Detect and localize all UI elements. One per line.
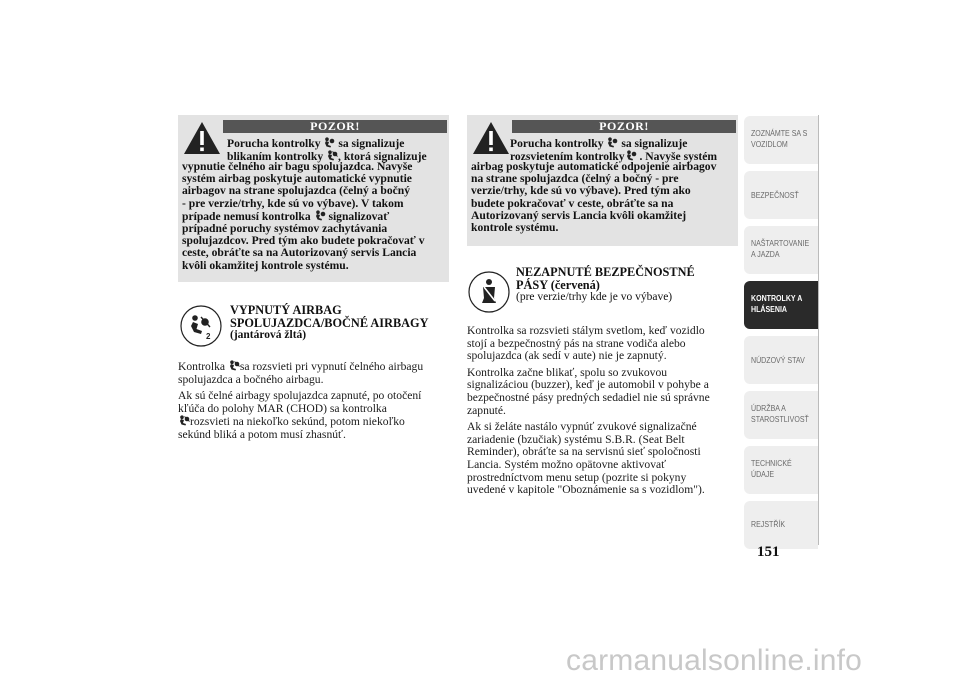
warning-line: verzie/trhy, kde sú vo výbave). Pred tým ako <box>471 184 691 198</box>
section-title-line: NEZAPNUTÉ BEZPEČNOSTNÉ <box>516 265 695 279</box>
warning-line: blikaním kontrolky <box>227 150 324 164</box>
tab-label <box>751 403 809 425</box>
warning-line: rozsvietením kontrolky <box>510 150 625 164</box>
tab-label-line: HLÁSENIA <box>751 304 788 314</box>
body-line: sekúnd bliká a potom musí zhasnúť. <box>178 427 346 441</box>
warning-line: signalizovať <box>328 209 390 223</box>
warning-line: - pre verzie/trhy, kde sú vo výbave). V takom <box>182 196 404 210</box>
body-line: Reminder), obráťte sa na servisnú sieť spoločnosti <box>467 445 701 459</box>
warning-line: prípade nemusí kontrolka <box>182 209 311 223</box>
seat-belt-icon <box>468 271 510 313</box>
tab-label <box>751 293 802 315</box>
warning-line: vypnutie čelného air bagu spolujazdca. Navyše <box>182 160 413 173</box>
warning-text-left-cont <box>182 161 447 272</box>
section-title-line: SPOLUJAZDCA/BOČNÉ AIRBAGY <box>230 315 429 330</box>
warning-line: spolujazdcov. Pred tým ako budete pokračovať v <box>182 234 425 248</box>
tab-label <box>751 355 805 366</box>
warning-box-left <box>178 115 449 282</box>
body-line: Kontrolka <box>178 360 226 373</box>
warning-line: budete pokračovať v ceste, obráťte sa na <box>471 196 674 210</box>
tab-label-line: BEZPEČNOSŤ <box>751 190 799 200</box>
section-title-subtitle: (jantárová žltá) <box>230 329 307 341</box>
warning-line: . Navyše systém <box>639 150 718 164</box>
passenger-airbag-off-icon <box>178 415 190 426</box>
passenger-airbag-off-icon <box>228 360 240 371</box>
body-line: zariadenie (bzučiak) systému S.B.R. (Seat Belt <box>467 432 685 446</box>
body-line: bezpečnostné pásy predných sedadiel nie sú správne <box>467 390 710 404</box>
warning-line: Autorizovaný servis Lancia kvôli okamžitej <box>471 208 687 222</box>
warning-line: Porucha kontrolky <box>510 137 604 150</box>
tab-label-line: KONTROLKY A <box>751 293 803 303</box>
body-line: sa rozsvieti pri vypnutí čelného airbagu <box>239 360 424 373</box>
warning-line: , ktorá signalizuje <box>338 150 427 164</box>
icon-label: 2 <box>206 332 211 341</box>
page-number: 151 <box>757 544 780 560</box>
body-line: Kontrolka začne blikať, spolu so zvukovou <box>467 365 668 379</box>
warning-line: na strane spolujazdca (čelný a bočný - pre <box>471 172 679 186</box>
tab-label-line: NAŠTARTOVANIE <box>751 238 810 248</box>
tab-label <box>751 458 792 480</box>
warning-box-right <box>467 115 738 246</box>
body-line: uvedené v kapitole "Oboznámenie sa s vozidlom"). <box>467 483 705 497</box>
airbag-warning-icon <box>314 210 326 221</box>
airbag-warning-icon <box>606 137 618 148</box>
tab-label-line: REJSTŘÍK <box>751 519 786 529</box>
tab-divider <box>818 115 819 545</box>
body-line: Ak si želáte nastálo vypnúť zvukové signalizačné <box>467 420 697 434</box>
body-line: signalizáciou (buzzer), keď je automobil v pohybe a <box>467 378 709 392</box>
watermark: carmanualsonline.info <box>566 644 863 677</box>
section-title-seat-belt <box>516 266 736 304</box>
section-title-line: VYPNUTÝ AIRBAG <box>230 303 342 317</box>
tab-label <box>751 238 809 260</box>
body-line: zapnuté. <box>467 403 506 417</box>
body-line: prostredníctvom menu setup (pozrite si pokyny <box>467 470 687 484</box>
warning-triangle-icon <box>183 121 221 155</box>
airbag-warning-icon <box>323 137 335 148</box>
warning-triangle-icon <box>472 121 510 155</box>
tab-label-line: A JAZDA <box>751 249 780 259</box>
tab-label-line: ZOZNÁMTE SA S <box>751 128 808 138</box>
body-line: stojí a bezpečnostný pás na strane vodiča alebo <box>467 336 686 350</box>
warning-line: sa signalizuje <box>338 137 405 150</box>
body-line: Ak sú čelné airbagy spolujazdca zapnuté, po otočení <box>178 389 422 403</box>
body-line: Kontrolka sa rozsvieti stálym svetlom, keď vozidlo <box>467 324 705 337</box>
tab-label-line: STAROSTLIVOSŤ <box>751 414 809 424</box>
warning-line: systém airbag poskytuje automatické vypnutie <box>182 172 412 186</box>
section-title-note: (pre verzie/trhy kde je vo výbave) <box>516 291 673 303</box>
warning-line: kvôli okamžitej kontrole systému. <box>182 258 349 272</box>
tab-label <box>751 519 785 530</box>
tab-label <box>751 128 807 150</box>
warning-header: POZOR! <box>223 120 447 133</box>
body-line: spolujazdca a bočného airbagu. <box>178 372 324 386</box>
warning-line: prípadné poruchy systémov zachytávania <box>182 222 388 236</box>
body-line: kľúča do polohy MAR (CHOD) sa kontrolka <box>178 401 387 415</box>
tab-label-line: VOZIDLOM <box>751 139 788 149</box>
warning-line: airbagov na strane spolujazdca (čelný a bočný <box>182 184 411 198</box>
section-body-airbag-off <box>178 360 453 446</box>
body-line: Lancia. Systém možno opätovne aktivovať <box>467 457 667 471</box>
warning-line: sa signalizuje <box>621 137 688 150</box>
body-line: rozsvieti na niekoľko sekúnd, potom niekoľko <box>190 415 405 429</box>
warning-line: Porucha kontrolky <box>227 137 321 150</box>
body-line: spolujazdca (ak sedí v aute) nie je zapnutý. <box>467 349 667 363</box>
passenger-airbag-off-icon <box>180 305 222 347</box>
section-title-airbag-off <box>230 304 450 342</box>
tab-label-line: ÚDRŽBA A <box>751 403 786 413</box>
tab-label-line: ÚDAJE <box>751 469 775 479</box>
warning-header: POZOR! <box>512 120 736 133</box>
warning-line: airbag poskytuje automatické odpojenie airbagov <box>471 160 717 173</box>
tab-label <box>751 190 799 201</box>
tab-label-line: NÚDZOVÝ STAV <box>751 355 805 365</box>
warning-line: ceste, obráťte sa na Autorizovaný servis Lancia <box>182 246 417 260</box>
tab-label-line: TECHNICKÉ <box>751 458 792 468</box>
warning-text-right-cont <box>471 161 736 234</box>
warning-line: kontrole systému. <box>471 221 559 235</box>
section-title-line: PÁSY (červená) <box>516 277 600 292</box>
section-body-seat-belt <box>467 325 742 501</box>
